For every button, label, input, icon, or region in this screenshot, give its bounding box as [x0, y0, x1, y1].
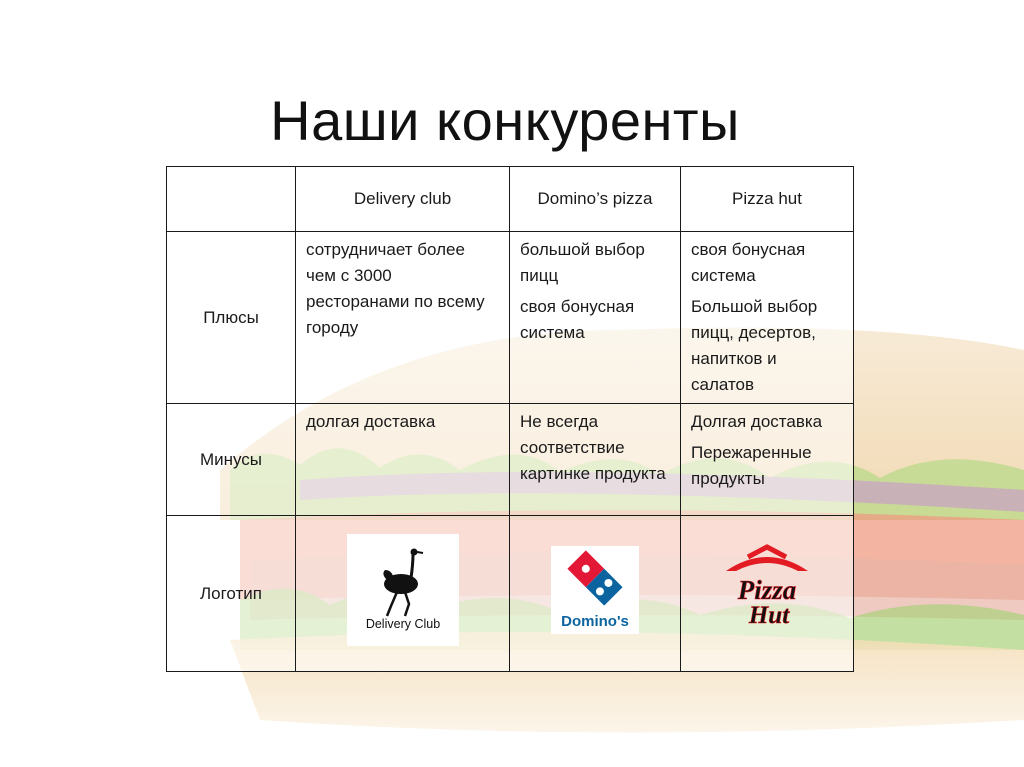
- pizza-hut-logo-text-line1: Pizza: [737, 574, 797, 605]
- cell-delivery-club-logo: [296, 516, 510, 672]
- pizza-hut-logo: [718, 541, 816, 639]
- header-dominos-pizza: Domino’s pizza: [510, 167, 681, 232]
- cell-text: Большой выбор пицц, десертов, напитков и салатов: [691, 297, 818, 394]
- dominos-logo-text: Domino's: [561, 612, 629, 630]
- delivery-club-logo: [347, 534, 459, 646]
- header-pizza-hut: Pizza hut: [681, 167, 854, 232]
- cell-text: своя бонусная система: [691, 240, 806, 285]
- table-row-minuses: [167, 404, 854, 516]
- cell-dominos-pluses: [510, 232, 681, 404]
- cell-dominos-logo: [510, 516, 681, 672]
- cell-text: Пережаренные продукты: [691, 443, 812, 488]
- table-row-logos: [167, 516, 854, 672]
- cell-delivery-club-pluses: [296, 232, 510, 404]
- cell-pizza-hut-minuses: [681, 404, 854, 516]
- row-label-logos: Логотип: [167, 516, 296, 672]
- header-empty-cell: [167, 167, 296, 232]
- row-label-pluses: Плюсы: [167, 232, 296, 404]
- table-header-row: [167, 167, 854, 232]
- cell-text: долгая доставка: [306, 412, 436, 431]
- cell-dominos-minuses: [510, 404, 681, 516]
- cell-text: сотрудничает более чем с 3000 ресторанами по всему городу: [306, 240, 485, 337]
- delivery-club-logo-text: Delivery Club: [365, 616, 440, 631]
- pizza-hut-logo-text-line2: Hut: [748, 601, 790, 629]
- cell-text: Не всегда соответствие картинке продукта: [520, 412, 666, 483]
- cell-pizza-hut-pluses: [681, 232, 854, 404]
- table-row-pluses: [167, 232, 854, 404]
- cell-delivery-club-minuses: [296, 404, 510, 516]
- competitors-table: [166, 166, 854, 672]
- header-delivery-club: Delivery club: [296, 167, 510, 232]
- cell-pizza-hut-logo: [681, 516, 854, 672]
- cell-text: Долгая доставка: [691, 412, 823, 431]
- dominos-logo: [551, 546, 639, 634]
- cell-text: большой выбор пицц: [520, 240, 645, 285]
- cell-text: своя бонусная система: [520, 297, 635, 342]
- slide-title: Наши конкуренты: [270, 89, 740, 152]
- row-label-minuses: Минусы: [167, 404, 296, 516]
- pizza-hut-roof-icon: [726, 547, 808, 571]
